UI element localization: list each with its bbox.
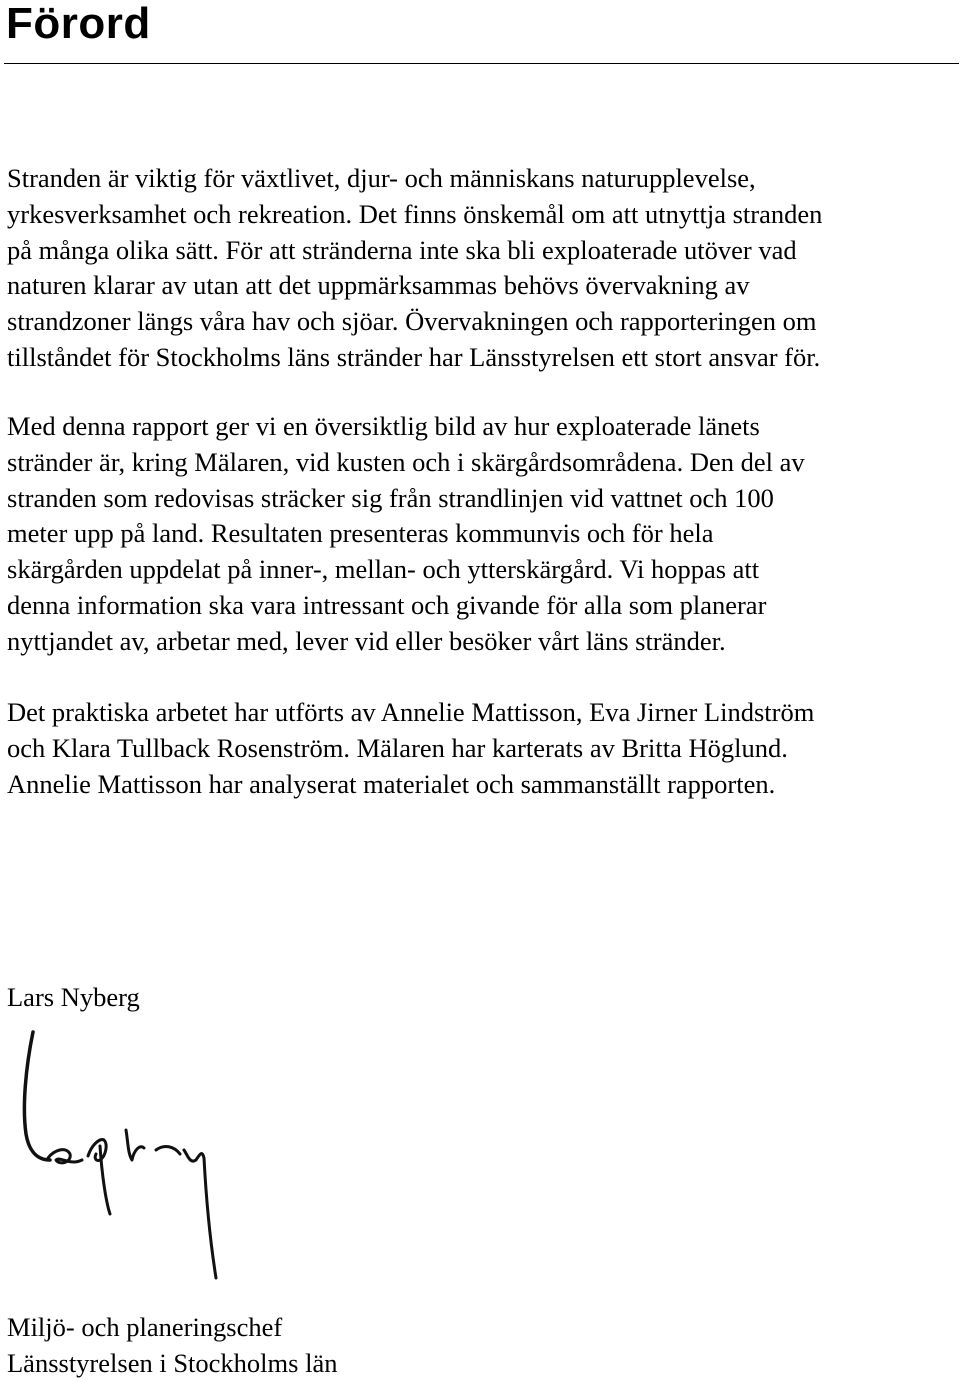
handwritten-signature bbox=[14, 1026, 224, 1288]
text-line: Stranden är viktig för växtlivet, djur- och människans naturupplevelse, bbox=[7, 163, 756, 193]
text-line: stränder är, kring Mälaren, vid kusten och i skärgårdsområdena. Den del av bbox=[7, 446, 805, 477]
text-line: stranden som redovisas sträcker sig från strandlinjen vid vattnet och 100 bbox=[7, 482, 774, 513]
signer-details bbox=[7, 1310, 337, 1381]
text-line: denna information ska vara intressant och givande för alla som planerar bbox=[7, 589, 767, 620]
text-line: naturen klarar av utan att det uppmärksammas behövs övervakning av bbox=[7, 270, 750, 301]
paragraph-report-scope bbox=[7, 409, 952, 660]
text-line: tillståndet för Stockholms läns stränder har Länsstyrelsen ett stort ansvar för. bbox=[7, 341, 821, 372]
text-line: och Klara Tullback Rosenström. Mälaren har karterats av Britta Höglund. bbox=[7, 732, 788, 763]
text-line: Annelie Mattisson har analyserat materialet och sammanställt rapporten. bbox=[7, 768, 776, 799]
paragraph-intro bbox=[7, 161, 952, 376]
text-line: på många olika sätt. För att stränderna inte ska bli exploaterade utöver vad bbox=[7, 234, 797, 265]
text-line: yrkesverksamhet och rekreation. Det finns önskemål om att utnyttja stranden bbox=[7, 198, 823, 229]
page-title: Förord bbox=[6, 0, 151, 48]
signer-name: Lars Nyberg bbox=[7, 982, 140, 1012]
text-line: nyttjandet av, arbetar med, lever vid eller besöker vårt läns stränder. bbox=[7, 625, 726, 656]
signer-organization: Länsstyrelsen i Stockholms län bbox=[7, 1347, 338, 1378]
text-line: Med denna rapport ger vi en översiktlig bild av hur exploaterade länets bbox=[7, 411, 760, 441]
text-line: skärgården uppdelat på inner-, mellan- och ytterskärgård. Vi hoppas att bbox=[7, 554, 760, 585]
text-line: meter upp på land. Resultaten presenteras kommunvis och för hela bbox=[7, 518, 714, 549]
signer-title: Miljö- och planeringschef bbox=[7, 1312, 283, 1342]
title-divider bbox=[4, 63, 959, 64]
text-line: Det praktiska arbetet har utförts av Annelie Mattisson, Eva Jirner Lindström bbox=[7, 697, 815, 727]
paragraph-credits bbox=[7, 695, 952, 802]
text-line: strandzoner längs våra hav och sjöar. Övervakningen och rapporteringen om bbox=[7, 306, 817, 337]
